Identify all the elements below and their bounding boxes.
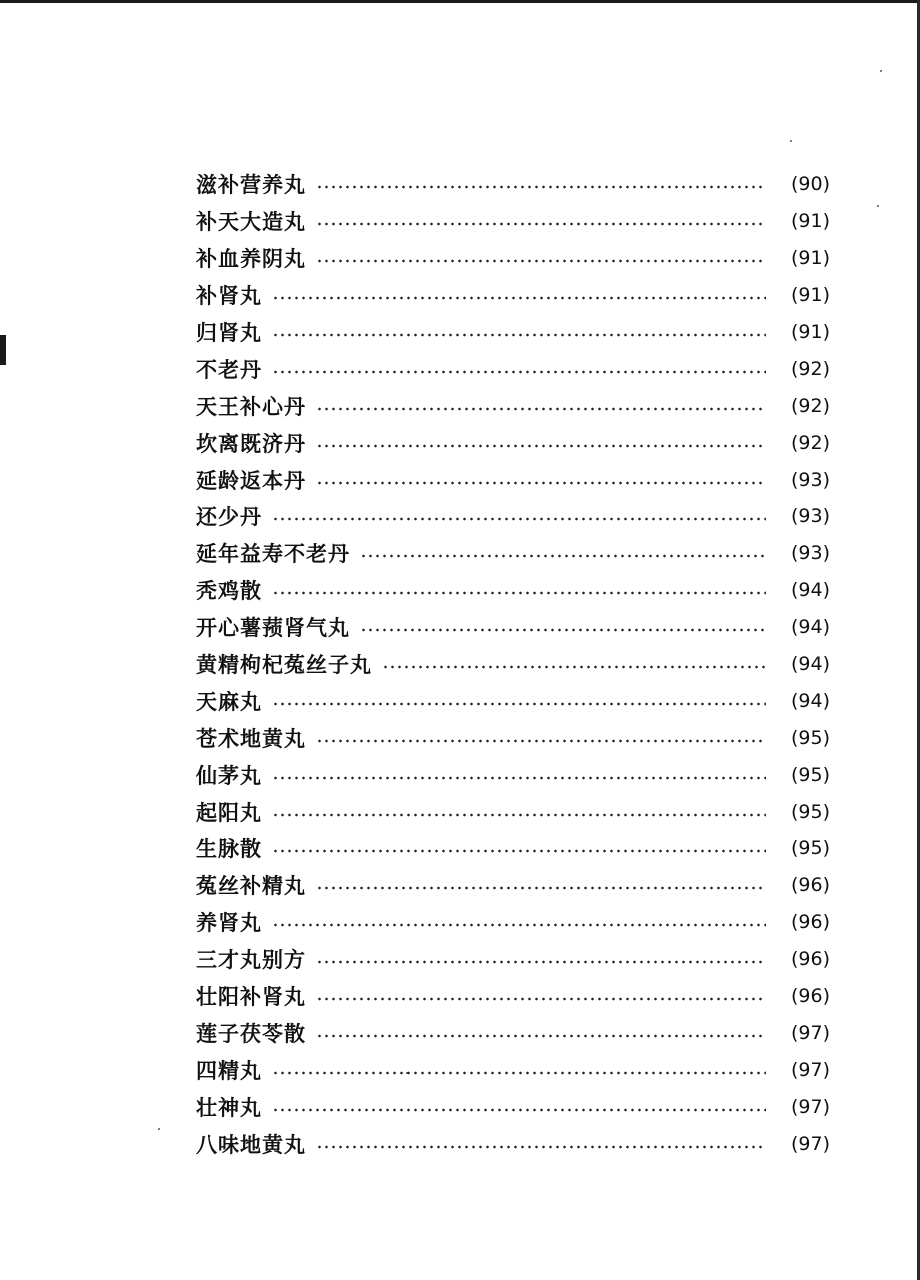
toc-entry-title: 延年益寿不老丹 (196, 542, 350, 567)
toc-entry (196, 1051, 830, 1088)
scan-left-mark (0, 335, 6, 365)
dot-leader (316, 185, 766, 189)
toc-entry-page: (95) (790, 726, 830, 749)
toc-entry (196, 1014, 830, 1051)
toc-entry (196, 867, 830, 904)
toc-entry (196, 1125, 830, 1162)
toc-entry-title: 壮神丸 (196, 1095, 262, 1120)
dot-leader (272, 849, 766, 853)
toc-entry-title: 开心薯蓣肾气丸 (196, 616, 350, 641)
toc-entry-page: (93) (790, 468, 830, 491)
toc-entry-title: 生脉散 (196, 837, 262, 862)
toc-entry (196, 277, 830, 314)
scan-speck (877, 205, 879, 207)
dot-leader (316, 960, 766, 964)
scan-speck (158, 1128, 160, 1130)
toc-entry-title: 补肾丸 (196, 284, 262, 309)
toc-entry-page: (92) (790, 431, 830, 454)
toc-entry (196, 904, 830, 941)
toc-entry-title: 仙茅丸 (196, 763, 262, 788)
toc-entry (196, 793, 830, 830)
dot-leader (272, 1108, 766, 1112)
toc-entry-page: (91) (790, 321, 830, 343)
scan-speck (880, 70, 882, 72)
table-of-contents (196, 166, 830, 1162)
toc-entry-title: 菟丝补精丸 (196, 874, 306, 899)
toc-entry-page: (96) (790, 911, 830, 934)
dot-leader (316, 886, 766, 890)
scan-top-edge (0, 0, 920, 3)
dot-leader (316, 739, 766, 743)
dot-leader (272, 776, 766, 780)
toc-entry-title: 八味地黄丸 (196, 1132, 306, 1157)
dot-leader (272, 370, 766, 374)
toc-entry-page: (94) (790, 689, 830, 712)
toc-entry (196, 387, 830, 424)
toc-entry-title: 起阳丸 (196, 800, 262, 825)
toc-entry-title: 莲子茯苓散 (196, 1021, 306, 1046)
dot-leader (316, 1145, 766, 1149)
toc-entry (196, 166, 830, 203)
toc-entry-title: 养肾丸 (196, 911, 262, 936)
toc-entry-page: (94) (790, 616, 830, 639)
toc-entry (196, 1088, 830, 1125)
toc-entry-page: (93) (790, 542, 830, 565)
toc-entry-page: (96) (790, 948, 830, 971)
dot-leader (316, 1034, 766, 1038)
dot-leader (272, 1071, 766, 1075)
toc-entry (196, 609, 830, 646)
toc-entry-title: 秃鸡散 (196, 579, 262, 604)
dot-leader (272, 333, 766, 337)
toc-entry-title: 还少丹 (196, 505, 262, 530)
toc-entry (196, 498, 830, 535)
toc-entry-title: 三才丸别方 (196, 948, 306, 973)
toc-entry (196, 830, 830, 867)
toc-entry-page: (91) (790, 210, 830, 233)
toc-entry (196, 350, 830, 387)
dot-leader (272, 517, 766, 521)
toc-entry-page: (93) (790, 505, 830, 528)
toc-entry-title: 黄精枸杞菟丝子丸 (196, 653, 372, 678)
dot-leader (382, 665, 766, 669)
toc-entry (196, 240, 830, 277)
toc-entry-page: (91) (790, 284, 830, 307)
toc-entry-page: (97) (790, 1021, 830, 1044)
toc-entry-page: (95) (790, 763, 830, 786)
toc-entry (196, 572, 830, 609)
toc-entry (196, 203, 830, 240)
toc-entry-page: (94) (790, 579, 830, 602)
dot-leader (316, 222, 766, 226)
toc-entry-title: 延龄返本丹 (196, 468, 306, 493)
toc-entry-page: (95) (790, 837, 830, 860)
toc-entry-title: 四精丸 (196, 1058, 262, 1083)
toc-entry-title: 苍术地黄丸 (196, 726, 306, 751)
toc-entry-title: 天麻丸 (196, 689, 262, 714)
toc-entry-title: 不老丹 (196, 357, 262, 382)
dot-leader (316, 997, 766, 1001)
toc-entry (196, 314, 830, 351)
dot-leader (316, 259, 766, 263)
toc-entry-page: (97) (790, 1095, 830, 1118)
dot-leader (272, 813, 766, 817)
toc-entry-page: (94) (790, 653, 830, 676)
toc-entry-title: 归肾丸 (196, 321, 262, 345)
toc-entry (196, 756, 830, 793)
toc-entry-page: (92) (790, 394, 830, 417)
toc-entry (196, 978, 830, 1015)
toc-entry (196, 424, 830, 461)
toc-entry-title: 壮阳补肾丸 (196, 985, 306, 1010)
toc-entry-page: (92) (790, 357, 830, 380)
toc-entry-title: 天王补心丹 (196, 394, 306, 419)
toc-entry-title: 坎离既济丹 (196, 431, 306, 456)
toc-entry-page: (97) (790, 1132, 830, 1155)
dot-leader (316, 444, 766, 448)
toc-entry-title: 补血养阴丸 (196, 247, 306, 272)
toc-entry (196, 461, 830, 498)
toc-entry-page: (95) (790, 800, 830, 823)
dot-leader (360, 554, 766, 558)
toc-entry (196, 682, 830, 719)
toc-entry-page: (96) (790, 874, 830, 897)
dot-leader (272, 923, 766, 927)
dot-leader (360, 628, 766, 632)
toc-entry (196, 941, 830, 978)
dot-leader (272, 296, 766, 300)
toc-entry-page: (97) (790, 1058, 830, 1081)
dot-leader (272, 591, 766, 595)
toc-entry-page: (90) (790, 173, 830, 196)
toc-entry-page: (91) (790, 247, 830, 270)
toc-entry (196, 719, 830, 756)
toc-entry-title: 补天大造丸 (196, 210, 306, 235)
toc-entry-title: 滋补营养丸 (196, 173, 306, 198)
dot-leader (272, 702, 766, 706)
toc-entry (196, 535, 830, 572)
toc-entry (196, 646, 830, 683)
toc-entry-page: (96) (790, 985, 830, 1008)
dot-leader (316, 481, 766, 485)
scan-speck (790, 140, 792, 142)
dot-leader (316, 407, 766, 411)
